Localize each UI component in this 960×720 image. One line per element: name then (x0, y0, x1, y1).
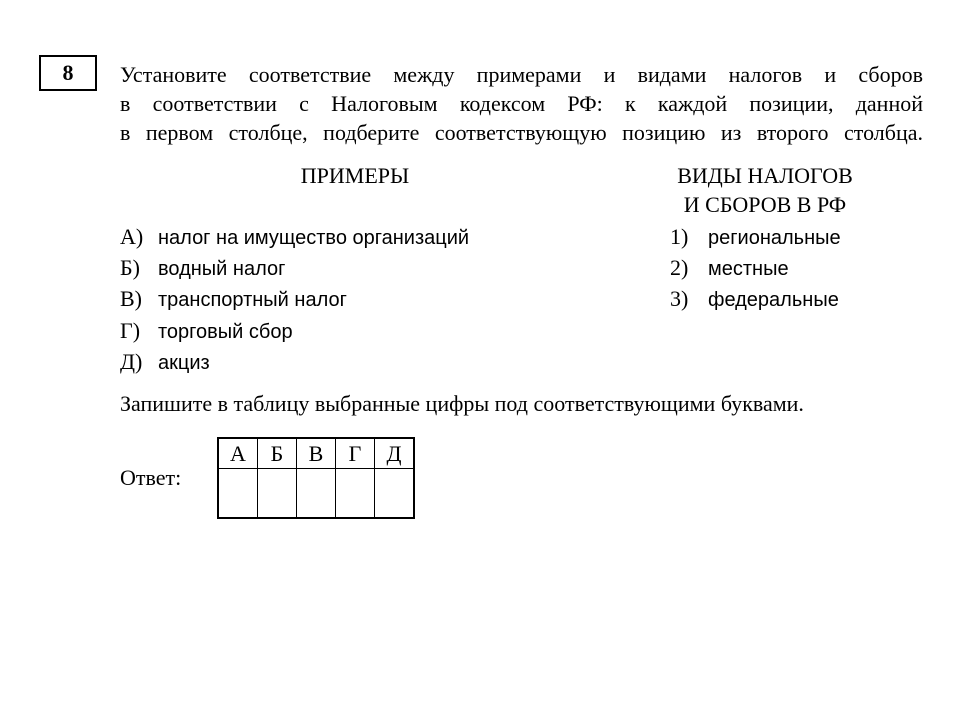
example-marker: В) (120, 286, 142, 311)
answer-column-header: Д (375, 438, 415, 469)
instruction-line: в соответствии с Налоговым кодексом РФ: к каждой позиции, данной (120, 91, 923, 116)
instruction-line: в первом столбце, подберите соответствующую позицию из второго столбца. (120, 120, 923, 145)
task-instruction (120, 60, 923, 147)
answer-cell[interactable] (297, 469, 336, 519)
example-marker: Д) (120, 349, 143, 374)
tax-types-heading-line: ВИДЫ НАЛОГОВ (677, 163, 853, 188)
answer-input-row (218, 469, 414, 519)
task-number: 8 (62, 60, 74, 85)
answer-cell[interactable] (258, 469, 297, 519)
answer-column-header: Г (336, 438, 375, 469)
example-text: торговый сбор (158, 321, 293, 343)
answer-cell[interactable] (336, 469, 375, 519)
tax-type-text: федеральные (708, 289, 839, 311)
tax-type-item (670, 286, 839, 313)
examples-heading-text: ПРИМЕРЫ (300, 163, 410, 188)
example-item (120, 318, 293, 345)
examples-heading (255, 161, 455, 190)
example-item (120, 286, 347, 313)
tax-type-text: местные (708, 258, 789, 280)
tax-types-heading (652, 161, 878, 219)
answer-header-row (218, 438, 414, 469)
example-marker: Б) (120, 255, 140, 280)
answer-cell[interactable] (218, 469, 258, 519)
answer-column-header: А (218, 438, 258, 469)
example-item (120, 255, 285, 282)
example-marker: Г) (120, 318, 141, 343)
tax-types-heading-line: И СБОРОВ В РФ (683, 192, 847, 217)
instruction-line: Установите соответствие между примерами и видами налогов и сборов (120, 62, 923, 87)
answer-column-header: Б (258, 438, 297, 469)
tax-type-marker: 3) (670, 286, 689, 311)
answer-column-header: В (297, 438, 336, 469)
task-number-box (39, 55, 97, 91)
answer-label: Ответ: (120, 465, 182, 490)
tax-type-item (670, 224, 841, 251)
write-instruction: Запишите в таблицу выбранные цифры под соответствующими буквами. (120, 391, 804, 416)
example-text: транспортный налог (158, 289, 347, 311)
example-item (120, 224, 469, 251)
example-text: водный налог (158, 258, 286, 280)
tax-type-marker: 2) (670, 255, 689, 280)
example-marker: А) (120, 224, 144, 249)
tax-type-item (670, 255, 789, 282)
example-item (120, 349, 210, 376)
tax-type-marker: 1) (670, 224, 689, 249)
tax-type-text: региональные (708, 227, 841, 249)
answer-cell[interactable] (375, 469, 415, 519)
example-text: акциз (158, 352, 210, 374)
example-text: налог на имущество организаций (158, 227, 470, 249)
answer-table (217, 437, 415, 519)
